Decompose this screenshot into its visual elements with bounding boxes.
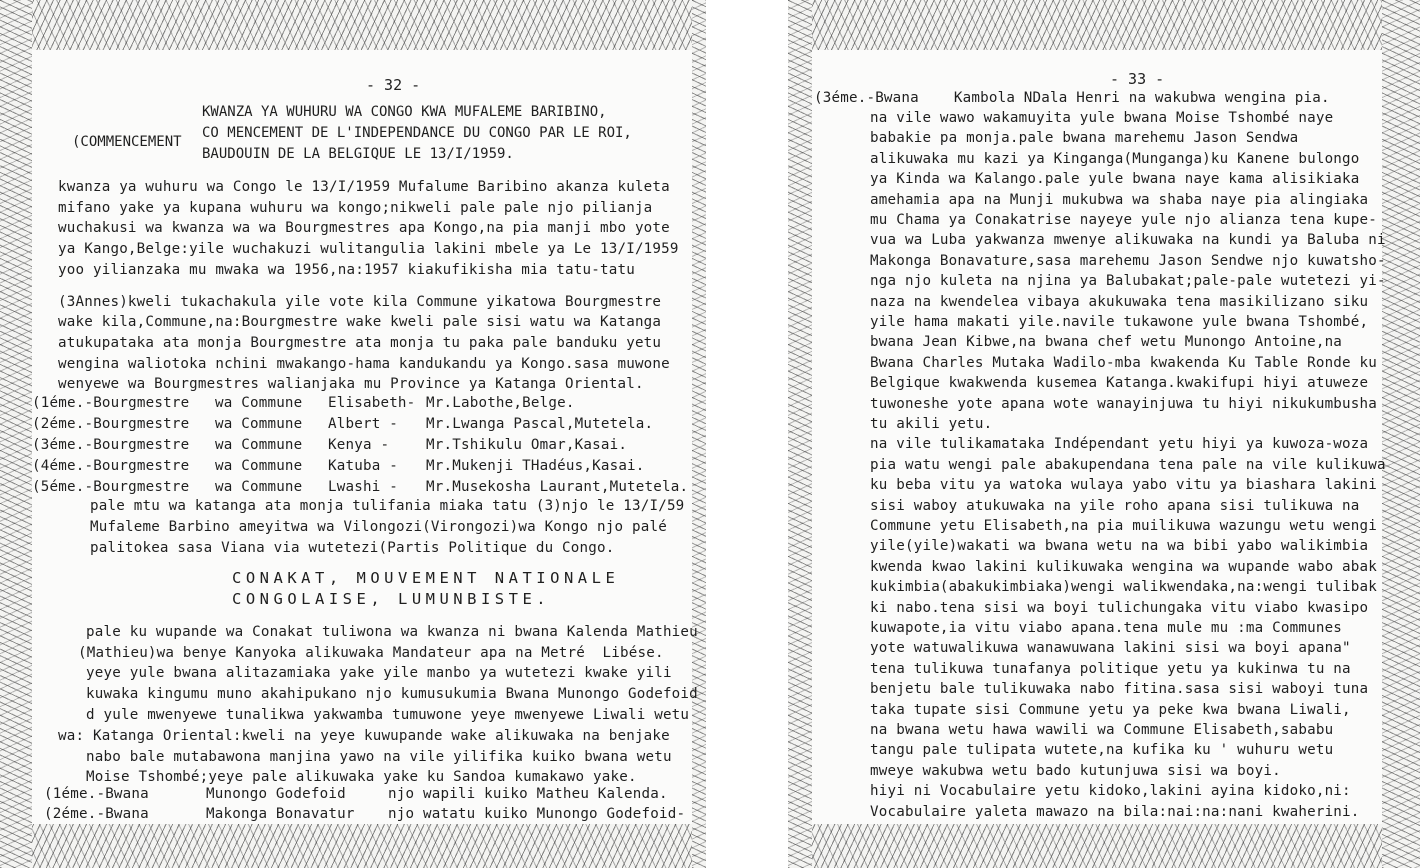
text-line: ya Kango,Belge:yile wuchakuzi wulitangulia lakini mbele ya Le 13/I/1959 [58,241,679,257]
text-line: yoo yilianzaka mu mwaka wa 1956,na:1957 kiakufikisha mia tatu-tatu [58,262,635,278]
decorative-border-right [1382,0,1420,868]
text-line: wengina waliotoka nchini mwakango-hama kandukandu ya Kongo.sasa muwone [58,356,670,372]
section-title: CONGOLAISE, LUMUNBISTE. [232,590,551,608]
decorative-border-bottom [0,824,706,868]
officer-rank: (1éme.-Bwana [44,786,149,802]
mayor-name: Mr.Tshikulu Omar,Kasai. [426,437,628,453]
mayor-commune-label: wa Commune [215,437,303,453]
text-line: mifano yake ya kupana wuhuru wa kongo;nikweli pale pale njo pilianja [58,200,653,216]
text-line: tuwoneshe yote apana wote wanayinjuwa tu hiyi nikukumbusha [870,396,1378,412]
text-line: naza na kwendelea vibaya akukuwaka tena masikilizano siku [870,294,1369,310]
text-line: kukimbia(abakukimbiaka)wengi walikwendaka,na:wengi tulibak [870,579,1378,595]
text-line: hiyi ni Vocabulaire yetu kidoko,lakini ayina kidoko,ni: [870,783,1351,799]
text-line: Mufaleme Barbino ameyitwa wa Vilongozi(Virongozi)wa Kongo njo palé [90,519,667,535]
text-line: na vile wawo wakamuyita yule bwana Moise Tshombé naye [870,110,1334,126]
officer-name: Munongo Godefoid [206,786,346,802]
mayor-rank: (5éme.-Bourgmestre [32,479,190,495]
text-line: tangu pale tulipata wutete,na kufika ku ' wuhuru wetu [870,742,1334,758]
mayor-commune: Albert - [328,416,398,432]
mayor-rank: (2éme.-Bourgmestre [32,416,190,432]
text-line: yeye yule bwana alitazamiaka yake yile manbo ya wutetezi kwake yili [86,665,672,681]
text-line: Commune yetu Elisabeth,na pia muilikuwa wazungu wetu wengi [870,518,1378,534]
text-line: sisi waboy atukuwaka na yile roho apana sisi tulikuwa na [870,498,1360,514]
text-line: kuwapote,ia vitu viabo apana.tena mule mu :ma Communes [870,620,1343,636]
text-line: d yule mwenyewe tunalikwa yakwamba tumuwone yeye mwenyewe Liwali wetu [86,707,690,723]
text-line: kwanza ya wuhuru wa Congo le 13/I/1959 Mufalume Baribino akanza kuleta [58,179,670,195]
text-line: Moise Tshombé;yeye pale alikuwaka yake ku Sandoa kumakawo yake. [86,769,637,785]
text-line: na vile tulikamataka Indépendant yetu hiyi ya kuwoza-woza [870,436,1369,452]
text-line: nga njo kuleta na njina ya Balubakat;pale-pale wutetezi yi- [870,273,1386,289]
text-line: kwenda kwao lakini kulikuwaka wengina wa wupande wabo abak [870,559,1378,575]
mayor-name: Mr.Mukenji THadéus,Kasai. [426,458,645,474]
text-line: atukupataka ata monja Bourgmestre ata monja tu paka pale banduku yetu [58,335,662,351]
text-line: Bwana Charles Mutaka Wadilo-mba kwakenda Ku Table Ronde ku [870,355,1378,371]
text-line: mu Chama ya Conakatrise nayeye yule njo alianza tena kupe- [870,212,1378,228]
text-line: na bwana wetu hawa wawili wa Commune Elisabeth,sababu [870,722,1334,738]
text-line: ki nabo.tena sisi wa boyi tulichungaka vitu viabo kwasipo [870,600,1369,616]
officer-note: njo wapili kuiko Matheu Kalenda. [388,786,668,802]
page-number: - 32 - [366,76,421,94]
decorative-border-top [0,0,706,50]
decorative-border-right [692,0,706,868]
text-line: yote watuwalikuwa wanawuwana lakini sisi wa boyi apana" [870,640,1351,656]
text-line: Belgique kwakwenda kusemea Katanga.kwakifupi hiyi atuweze [870,375,1369,391]
text-line: Makonga Bonavature,sasa marehemu Jason Sendwe njo kuwatsho- [870,253,1386,269]
mayor-commune-label: wa Commune [215,395,303,411]
decorative-border-bottom [788,824,1420,868]
mayor-commune-label: wa Commune [215,458,303,474]
text-line: pia watu wengi pale abakupendana tena pale na vile kulikuwa [870,457,1386,473]
text-line: tu akili yetu. [870,416,993,432]
text-line: kuwaka kingumu muno akahipukano njo kumusukumia Bwana Munongo Godefoid [86,686,698,702]
decorative-border-left [0,0,32,868]
text-line: wa: Katanga Oriental:kweli na yeye kuwupande wake alikuwaka na benjake [58,728,670,744]
page-number: - 33 - [1110,70,1165,88]
mayor-name: Mr.Musekosha Laurant,Mutetela. [426,479,689,495]
text-line: benjetu bale tulikuwaka nabo fitina.sasa sisi waboyi tuna [870,681,1369,697]
text-line: tena tulikuwa tunafanya politique yetu ya kukinwa tu na [870,661,1351,677]
mayor-commune-label: wa Commune [215,416,303,432]
text-line: wenyewe wa Bourgmestres walianjaka mu Province ya Katanga Oriental. [58,376,644,392]
text-line: amehamia apa na Munji mukubwa wa shaba naye pia alingiaka [870,192,1369,208]
text-line: alikuwaka mu kazi ya Kinganga(Munganga)ku Kanene bulongo [870,151,1360,167]
mayor-rank: (1éme.-Bourgmestre [32,395,190,411]
text-line: bwana Jean Kibwe,na bwana chef wetu Munongo Antoine,na [870,334,1343,350]
section-title: CONAKAT, MOUVEMENT NATIONALE [232,569,620,587]
text-line: yile hama makati yile.navile tukawone yule bwana Tshombé, [870,314,1369,330]
mayor-rank: (4éme.-Bourgmestre [32,458,190,474]
text-line: nabo bale mutabawona manjina yawo na vile yilifika kuiko bwana wetu [86,749,672,765]
text-line: pale mtu wa katanga ata monja tulifania miaka tatu (3)njo le 13/I/59 [90,498,685,514]
right-page [788,0,1420,868]
side-label: (COMMENCEMENT [72,134,182,150]
mayor-name: Mr.Labothe,Belge. [426,395,575,411]
heading-line: BAUDOUIN DE LA BELGIQUE LE 13/I/1959. [202,146,514,162]
mayor-rank: (3éme.-Bourgmestre [32,437,190,453]
mayor-commune: Elisabeth- [328,395,416,411]
text-line: mweye wakubwa wetu bado kutunjuwa sisi wa boyi. [870,763,1281,779]
text-line: palitokea sasa Viana via wutetezi(Partis Politique du Congo. [90,540,615,556]
officer-note: njo watatu kuiko Munongo Godefoid- [388,806,686,822]
text-line: yile(yile)wakati wa bwana wetu na wa bibi yabo walikimbia [870,538,1369,554]
text-line: wake kila,Commune,na:Bourgmestre wake kweli pale sisi watu wa Katanga [58,314,662,330]
text-line: ku beba vitu ya watoka wulaya yabo vitu ya biashara lakini [870,477,1378,493]
decorative-border-left [788,0,812,868]
mayor-commune: Kenya - [328,437,390,453]
text-line: taka tupate sisi Commune yetu ya peke kwa bwana Liwali, [870,702,1351,718]
officer-name: Makonga Bonavatur [206,806,355,822]
text-line: vua wa Luba yakwanza mwenye alikuwaka na kundi ya Baluba ni [870,232,1386,248]
left-page [0,0,706,868]
text-line: (Mathieu)wa benye Kanyoka alikuwaka Mandateur apa na Metré Libése. [78,645,664,661]
mayor-commune-label: wa Commune [215,479,303,495]
officer-rank: (2éme.-Bwana [44,806,149,822]
mayor-commune: Lwashi - [328,479,398,495]
heading-line: CO MENCEMENT DE L'INDEPENDANCE DU CONGO PAR LE ROI, [202,125,632,141]
text-line: babakie pa monja.pale bwana marehemu Jason Sendwa [870,130,1299,146]
text-line: pale ku wupande wa Conakat tuliwona wa kwanza ni bwana Kalenda Mathieu [86,624,698,640]
decorative-border-top [788,0,1420,50]
mayor-name: Mr.Lwanga Pascal,Mutetela. [426,416,654,432]
text-line: (3Annes)kweli tukachakula yile vote kila Commune yikatowa Bourgmestre [58,294,662,310]
text-line: wuchakusi wa kwanza wa wa Bourgmestres apa Kongo,na pia manji mbo yote [58,220,670,236]
text-line: Vocabulaire yaleta mawazo na bila:nai:na:nani kwaherini. [870,804,1360,820]
text-line: ya Kinda wa Kalango.pale yule bwana naye kama alisikiaka [870,171,1360,187]
heading-line: KWANZA YA WUHURU WA CONGO KWA MUFALEME BARIBINO, [202,104,607,120]
text-line: (3éme.-Bwana Kambola NDala Henri na wakubwa wengina pia. [814,90,1330,106]
mayor-commune: Katuba - [328,458,398,474]
page-gutter [706,0,788,868]
